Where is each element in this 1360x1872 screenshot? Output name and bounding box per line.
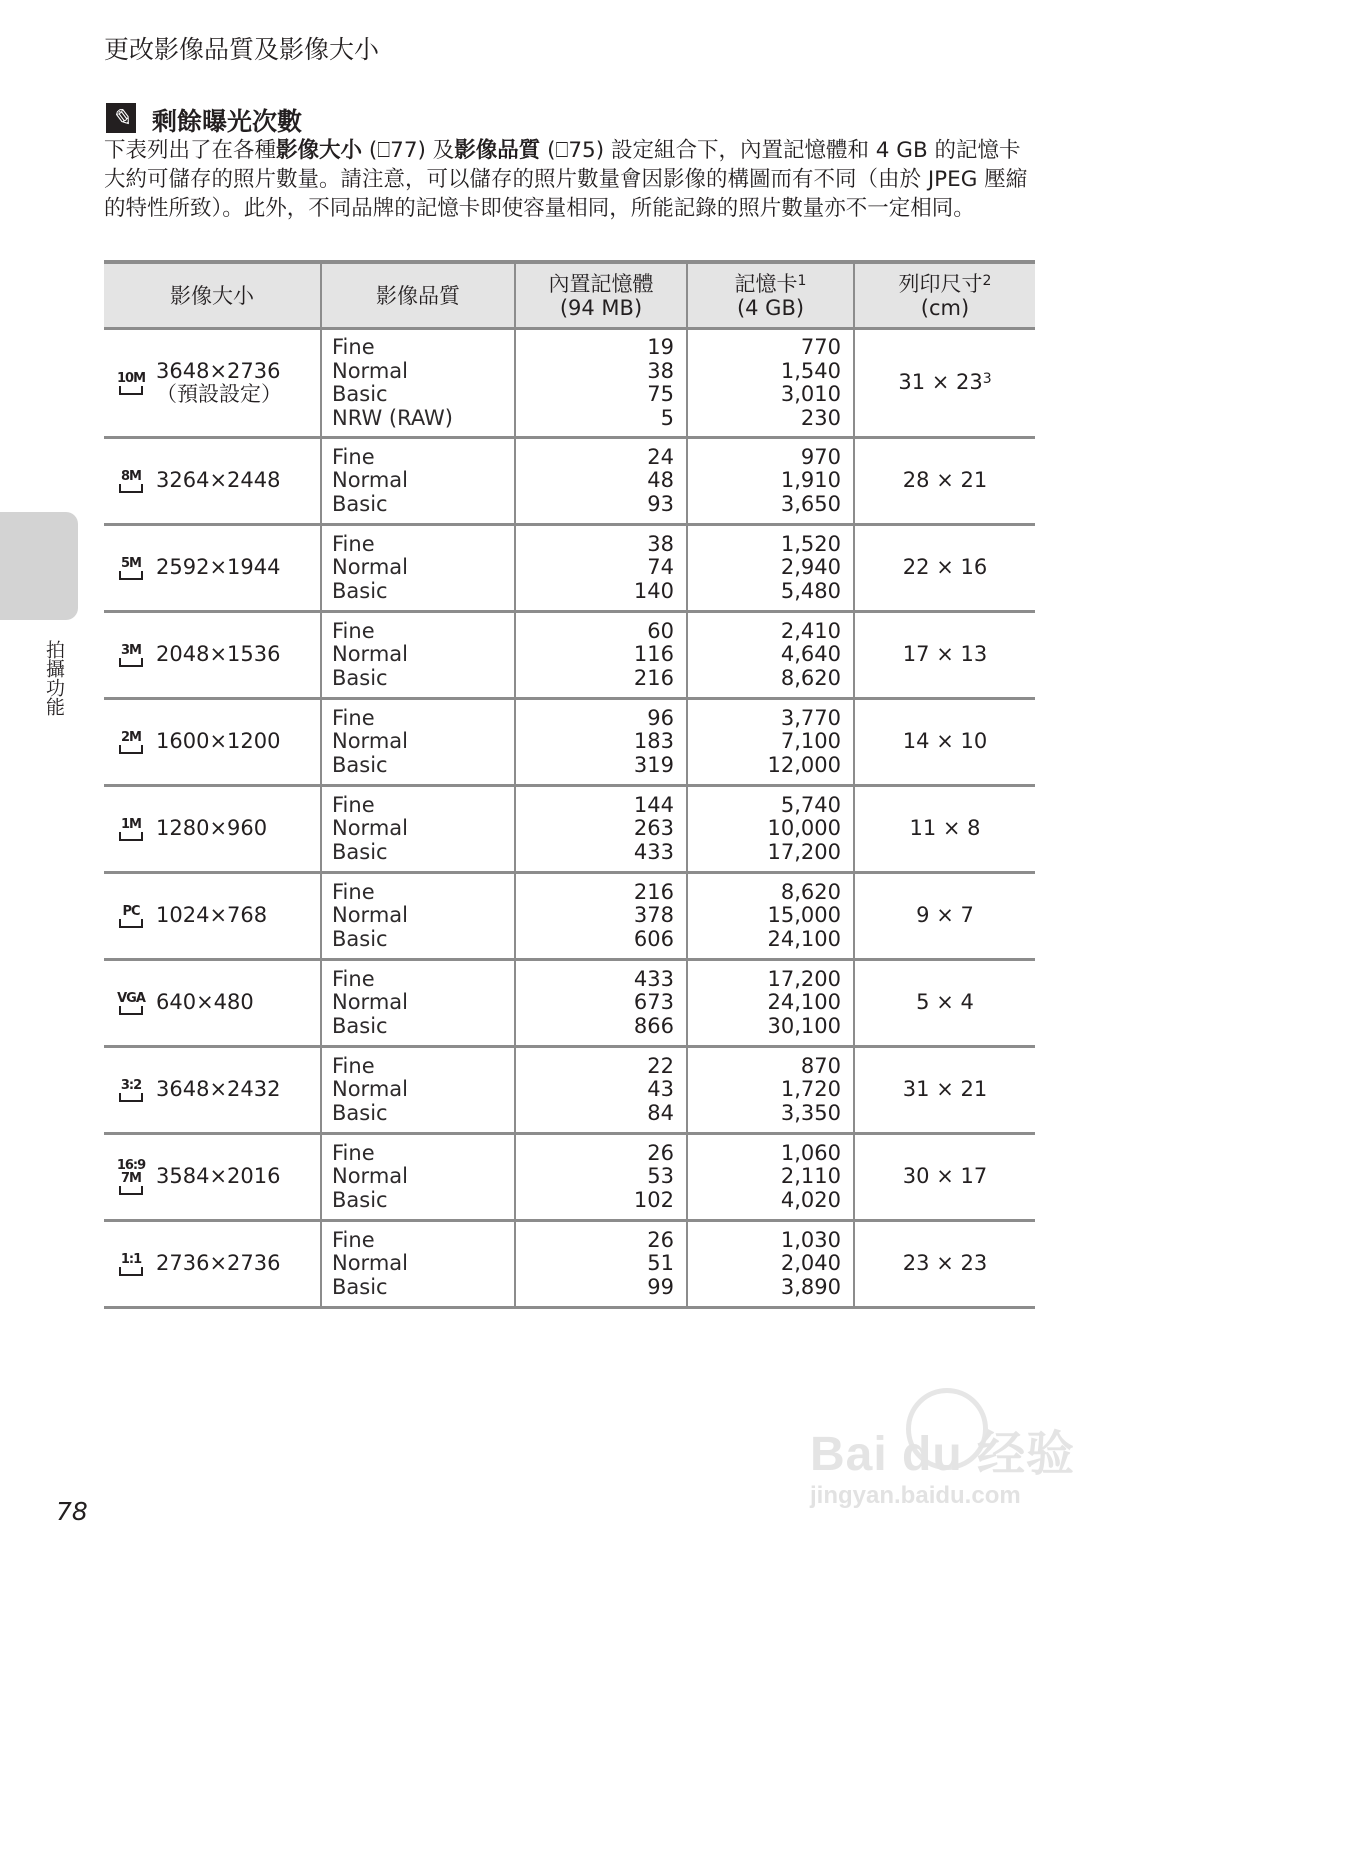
note-text-3: (⎕75) 設定組合下，內置記憶體和 4 GB 的記憶卡大約可儲存的照片數量。請注意，可以儲存的照片數量會因影像的構圖而有不同（由於 JPEG 壓縮的特性所致）。此外，不同品牌的記憶卡即使容量相同，所能記錄的照片數量亦不一定相同。: [104, 138, 1028, 221]
cell-image-size: [104, 525, 321, 612]
header-internal-memory: 內置記憶體 (94 MB): [515, 262, 687, 329]
image-mode-icon: 8M: [116, 470, 146, 493]
cell-image-size: [104, 786, 321, 873]
cell-image-size: [104, 1047, 321, 1134]
cell-image-quality: Fine Normal Basic: [321, 525, 515, 612]
table-row: [104, 960, 1035, 1047]
cell-memory-card: 5,740 10,000 17,200: [687, 786, 854, 873]
header-image-quality: 影像品質: [321, 262, 515, 329]
cell-memory-card: 1,060 2,110 4,020: [687, 1134, 854, 1221]
cell-internal-memory: 60 116 216: [515, 612, 687, 699]
cell-print-size: $31 \times 23^3$: [854, 329, 1035, 438]
cell-memory-card: 2,410 4,640 8,620: [687, 612, 854, 699]
header-image-size: 影像大小: [104, 262, 321, 329]
cell-memory-card: 3,770 7,100 12,000: [687, 699, 854, 786]
chapter-side-label: 拍攝功能: [43, 640, 65, 716]
cell-image-quality: Fine Normal Basic: [321, 960, 515, 1047]
image-mode-icon: 16:9 7M: [116, 1159, 146, 1195]
cell-print-size: 17 × 13: [854, 612, 1035, 699]
chapter-side-tab: [0, 512, 78, 620]
cell-image-size: [104, 612, 321, 699]
image-mode-icon: 1M: [116, 818, 146, 841]
cell-memory-card: 8,620 15,000 24,100: [687, 873, 854, 960]
cell-image-size: [104, 329, 321, 438]
baidu-watermark-url: jingyan.baidu.com: [810, 1482, 1021, 1509]
cell-image-size: [104, 1134, 321, 1221]
note-pencil-icon: ✎: [106, 103, 136, 133]
image-mode-icon: 3M: [116, 644, 146, 667]
note-title: 剩餘曝光次數: [152, 107, 303, 136]
table-row: [104, 873, 1035, 960]
baidu-watermark-logo: Bai du 经验: [810, 1428, 1076, 1481]
cell-image-quality: Fine Normal Basic: [321, 438, 515, 525]
image-mode-icon: 2M: [116, 731, 146, 754]
page-number: 78: [56, 1497, 88, 1526]
cell-print-size: 11 × 8: [854, 786, 1035, 873]
cell-internal-memory: 38 74 140: [515, 525, 687, 612]
cell-memory-card: 1,520 2,940 5,480: [687, 525, 854, 612]
note-body: [104, 136, 1039, 223]
image-size-value: 3648×2432: [156, 1077, 281, 1102]
cell-image-size: [104, 960, 321, 1047]
image-size-value: 3264×2448: [156, 468, 281, 493]
table-row: [104, 699, 1035, 786]
cell-print-size: 5 × 4: [854, 960, 1035, 1047]
cell-internal-memory: 433 673 866: [515, 960, 687, 1047]
image-size-value: 2736×2736: [156, 1251, 281, 1276]
image-size-value: 1280×960: [156, 816, 268, 841]
note-text-2: (⎕77) 及: [362, 138, 455, 163]
header-print-size: 列印尺寸$^2$ (cm): [854, 262, 1035, 329]
cell-memory-card: 770 1,540 3,010 230: [687, 329, 854, 438]
cell-image-quality: Fine Normal Basic: [321, 1221, 515, 1308]
cell-internal-memory: 26 51 99: [515, 1221, 687, 1308]
image-size-value: 640×480: [156, 990, 254, 1015]
image-size-value: 1600×1200: [156, 729, 281, 754]
cell-image-size: [104, 1221, 321, 1308]
cell-internal-memory: 19 38 75 5: [515, 329, 687, 438]
table-row: [104, 1221, 1035, 1308]
note-bold-image-quality: 影像品質: [454, 138, 541, 163]
cell-print-size: 9 × 7: [854, 873, 1035, 960]
cell-image-quality: Fine Normal Basic: [321, 1047, 515, 1134]
cell-print-size: 31 × 21: [854, 1047, 1035, 1134]
image-mode-icon: 1:1: [116, 1253, 146, 1276]
cell-image-size: [104, 438, 321, 525]
table-row: [104, 329, 1035, 438]
image-size-value: 3648×2736: [156, 358, 281, 383]
cell-image-quality: Fine Normal Basic NRW (RAW): [321, 329, 515, 438]
table-row: [104, 1047, 1035, 1134]
cell-print-size: 23 × 23: [854, 1221, 1035, 1308]
cell-image-quality: Fine Normal Basic: [321, 873, 515, 960]
cell-memory-card: 870 1,720 3,350: [687, 1047, 854, 1134]
header-memory-card: 記憶卡$^1$ (4 GB): [687, 262, 854, 329]
image-mode-icon: 10M: [116, 372, 146, 395]
table-header-row: [104, 262, 1035, 329]
cell-image-quality: Fine Normal Basic: [321, 786, 515, 873]
note-text-1: 下表列出了在各種: [104, 138, 277, 163]
cell-internal-memory: 144 263 433: [515, 786, 687, 873]
cell-image-quality: Fine Normal Basic: [321, 1134, 515, 1221]
note-bold-image-size: 影像大小: [276, 138, 363, 163]
cell-image-quality: Fine Normal Basic: [321, 612, 515, 699]
table-row: [104, 786, 1035, 873]
table-row: [104, 612, 1035, 699]
image-mode-icon: 5M: [116, 557, 146, 580]
image-size-value: 3584×2016: [156, 1164, 281, 1189]
image-size-value: 1024×768: [156, 903, 268, 928]
cell-image-size: [104, 873, 321, 960]
table-row: [104, 438, 1035, 525]
cell-internal-memory: 22 43 84: [515, 1047, 687, 1134]
image-size-value: 2592×1944: [156, 555, 281, 580]
image-mode-icon: VGA: [116, 992, 146, 1015]
cell-print-size: 28 × 21: [854, 438, 1035, 525]
image-size-value: 2048×1536: [156, 642, 281, 667]
cell-print-size: 30 × 17: [854, 1134, 1035, 1221]
cell-image-size: [104, 699, 321, 786]
cell-internal-memory: 216 378 606: [515, 873, 687, 960]
page-header: 更改影像品質及影像大小: [104, 35, 380, 64]
cell-internal-memory: 26 53 102: [515, 1134, 687, 1221]
image-mode-icon: PC: [116, 905, 146, 928]
table-row: [104, 1134, 1035, 1221]
cell-internal-memory: 96 183 319: [515, 699, 687, 786]
cell-image-quality: Fine Normal Basic: [321, 699, 515, 786]
cell-memory-card: 1,030 2,040 3,890: [687, 1221, 854, 1308]
cell-print-size: 22 × 16: [854, 525, 1035, 612]
cell-memory-card: 970 1,910 3,650: [687, 438, 854, 525]
image-mode-icon: 3:2: [116, 1079, 146, 1102]
exposures-table: [104, 260, 1035, 1309]
default-setting-note: （預設設定）: [156, 382, 282, 406]
cell-memory-card: 17,200 24,100 30,100: [687, 960, 854, 1047]
table-row: [104, 525, 1035, 612]
cell-internal-memory: 24 48 93: [515, 438, 687, 525]
cell-print-size: 14 × 10: [854, 699, 1035, 786]
